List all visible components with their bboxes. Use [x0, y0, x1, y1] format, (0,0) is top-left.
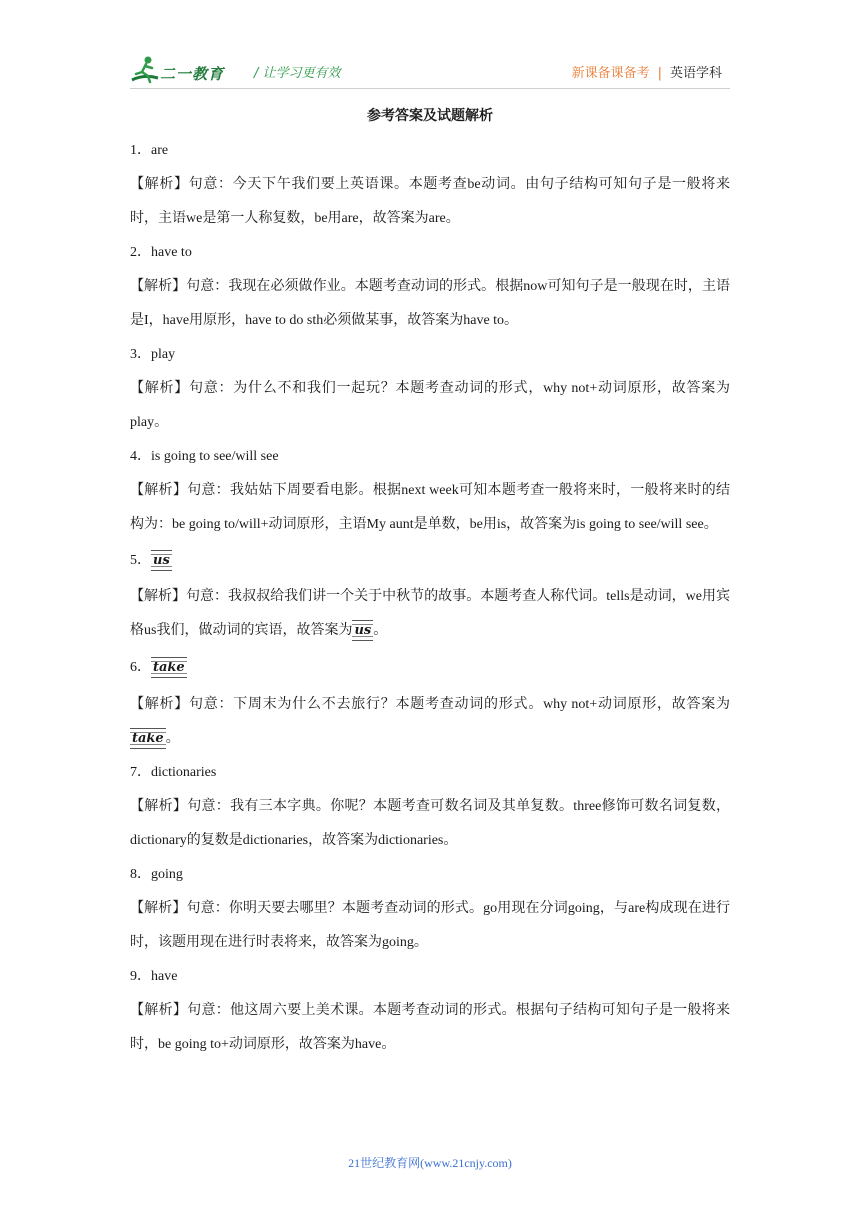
header-right [572, 62, 722, 81]
logo [130, 54, 242, 88]
answer-5-number: 5． [130, 553, 151, 568]
header-tag-prep: 新课备课备考 [571, 66, 650, 81]
analysis-5-end: 。 [373, 623, 388, 638]
analysis-5 [130, 580, 730, 648]
answer-7: 7．dictionaries [130, 765, 217, 780]
answer-1: 1．are [130, 143, 169, 158]
page-header [130, 54, 730, 90]
answer-6 [130, 648, 730, 688]
analysis-7: 【解析】句意：我有三本字典。你呢？本题考查可数名词及其单复数。three修饰可数名词复数，dictionary的复数是dictionaries，故答案为dictionaries。 [130, 799, 730, 848]
analysis-3: 【解析】句意：为什么不和我们一起玩？本题考查动词的形式，why not+动词原形，故答案为play。 [130, 381, 730, 430]
answer-9: 9．have [130, 969, 178, 984]
answer-3: 3．play [130, 347, 176, 362]
answer-2: 2．have to [130, 245, 192, 260]
answer-4: 4．is going to see/will see [130, 449, 279, 464]
answer-6-number: 6． [130, 660, 151, 675]
document-body [130, 104, 730, 1062]
handwritten-answer-6: take [151, 657, 187, 678]
analysis-9: 【解析】句意：他这周六要上美术课。本题考查动词的形式。根据句子结构可知句子是一般将来时，be going to+动词原形，故答案为have。 [130, 1003, 730, 1052]
handwritten-answer-5: us [151, 550, 172, 571]
analysis-2: 【解析】句意：我现在必须做作业。本题考查动词的形式。根据now可知句子是一般现在时，主语是I，have用原形，have to do sth必须做某事，故答案为have to。 [130, 279, 730, 328]
analysis-4: 【解析】句意：我姑姑下周要看电影。根据next week可知本题考查一般将来时，一般将来时的结构为：be going to/will+动词原形，主语My aunt是单数，be用is，故答案为is going to see/will see。 [130, 483, 730, 532]
handwritten-analysis-6: take [130, 728, 166, 749]
answer-8: 8．going [130, 867, 183, 882]
analysis-6-end: 。 [165, 731, 180, 746]
answer-5 [130, 542, 730, 580]
analysis-6-text: 【解析】句意：下周末为什么不去旅行？本题考查动词的形式。why not+动词原形，故答案为 [130, 697, 730, 712]
handwritten-analysis-5: us [352, 620, 373, 641]
page-title: 参考答案及试题解析 [367, 108, 493, 124]
header-separator: | [657, 66, 662, 81]
slogan: / 让学习更有效 [254, 66, 341, 81]
analysis-1: 【解析】句意：今天下午我们要上英语课。本题考查be动词。由句子结构可知句子是一般将来时，主语we是第一人称复数，be用are，故答案为are。 [130, 177, 730, 226]
header-subject: 英语学科 [669, 66, 722, 81]
analysis-8: 【解析】句意：你明天要去哪里？本题考查动词的形式。go用现在分词going，与are构成现在进行时，该题用现在进行时表将来，故答案为going。 [130, 901, 730, 950]
header-divider [130, 88, 730, 89]
analysis-5-text: 【解析】句意：我叔叔给我们讲一个关于中秋节的故事。本题考查人称代词。tells是动词，we用宾格us我们，做动词的宾语，故答案为 [130, 589, 730, 638]
analysis-6 [130, 688, 730, 756]
page-footer: 21世纪教育网(www.21cnjy.com) [348, 1156, 512, 1170]
logo-text: 二一教育 [160, 65, 225, 83]
runner-icon [130, 54, 160, 86]
